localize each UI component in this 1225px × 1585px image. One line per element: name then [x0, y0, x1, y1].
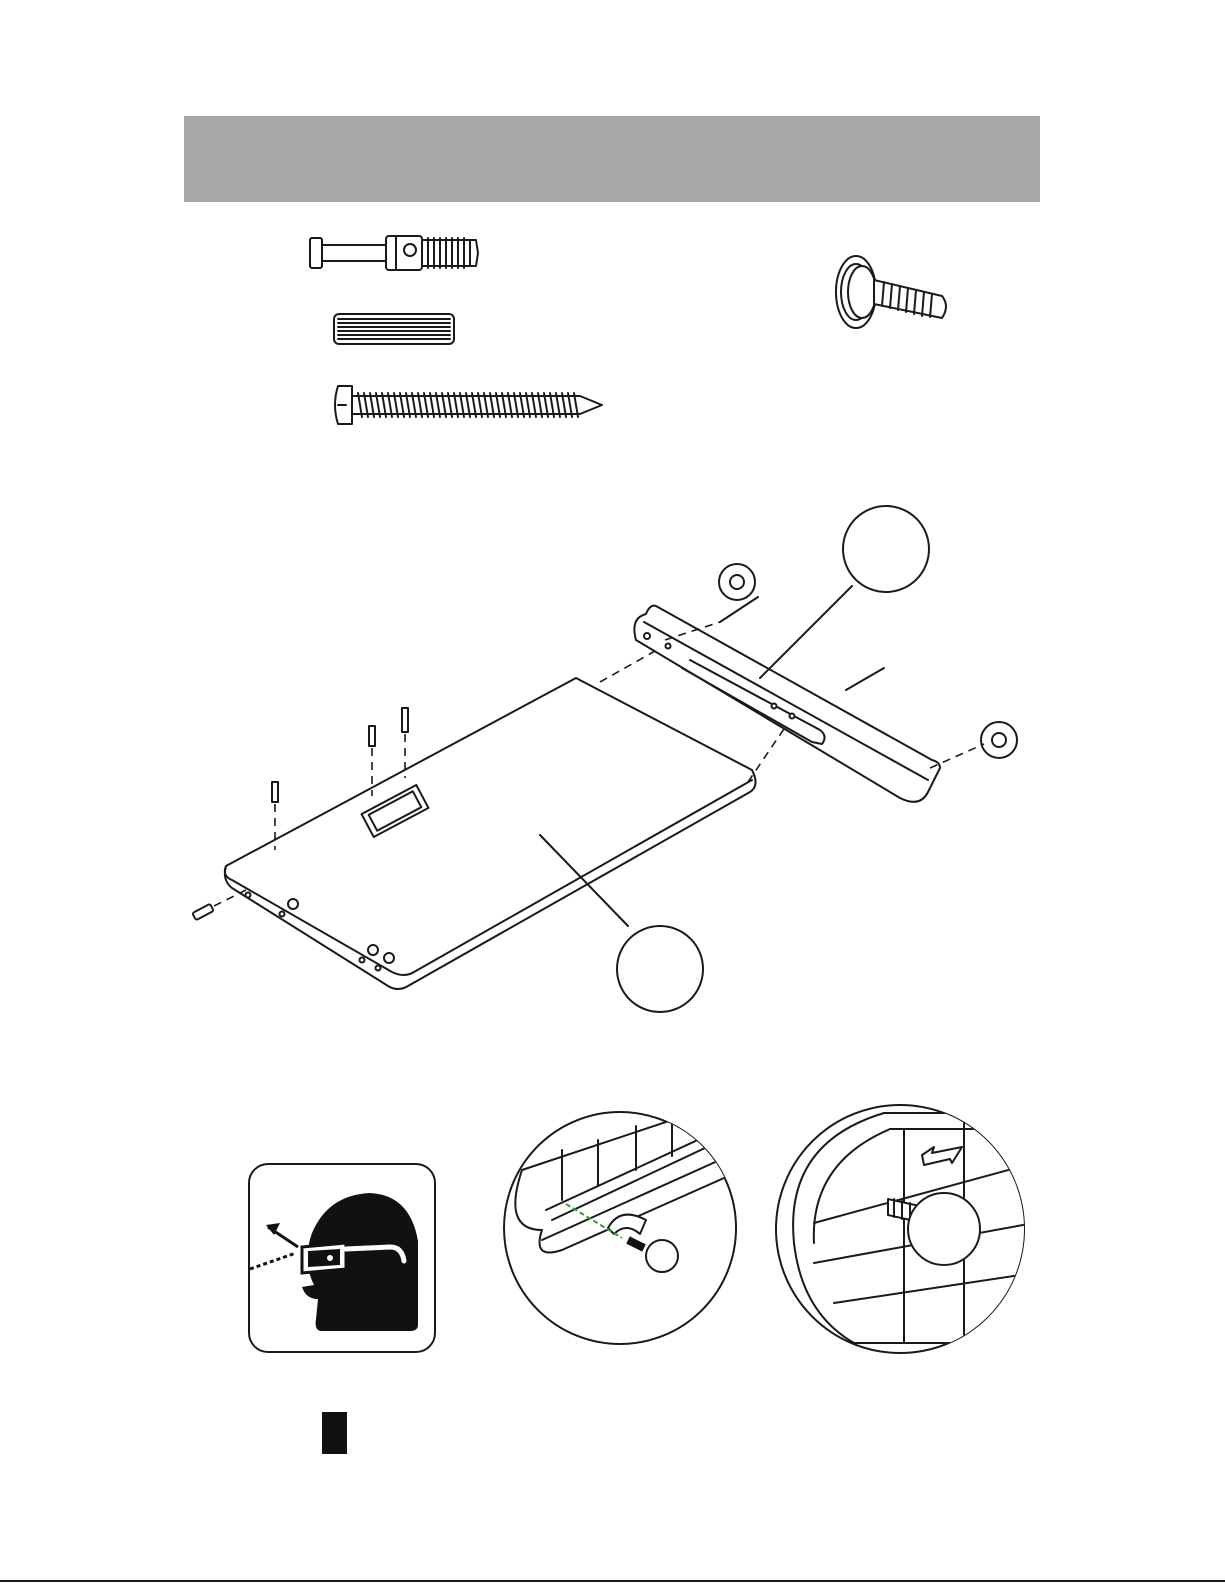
part-callout-circle-icon [843, 506, 929, 592]
safety-glasses-icon [250, 1165, 438, 1355]
page-marker-icon [322, 1412, 347, 1454]
safety-panel [248, 1163, 436, 1353]
rail-detail-icon [502, 1110, 738, 1346]
part-callout-circle-icon [617, 926, 703, 1012]
leveler-detail-icon [774, 1103, 1026, 1355]
footer-rule [0, 1580, 1225, 1582]
